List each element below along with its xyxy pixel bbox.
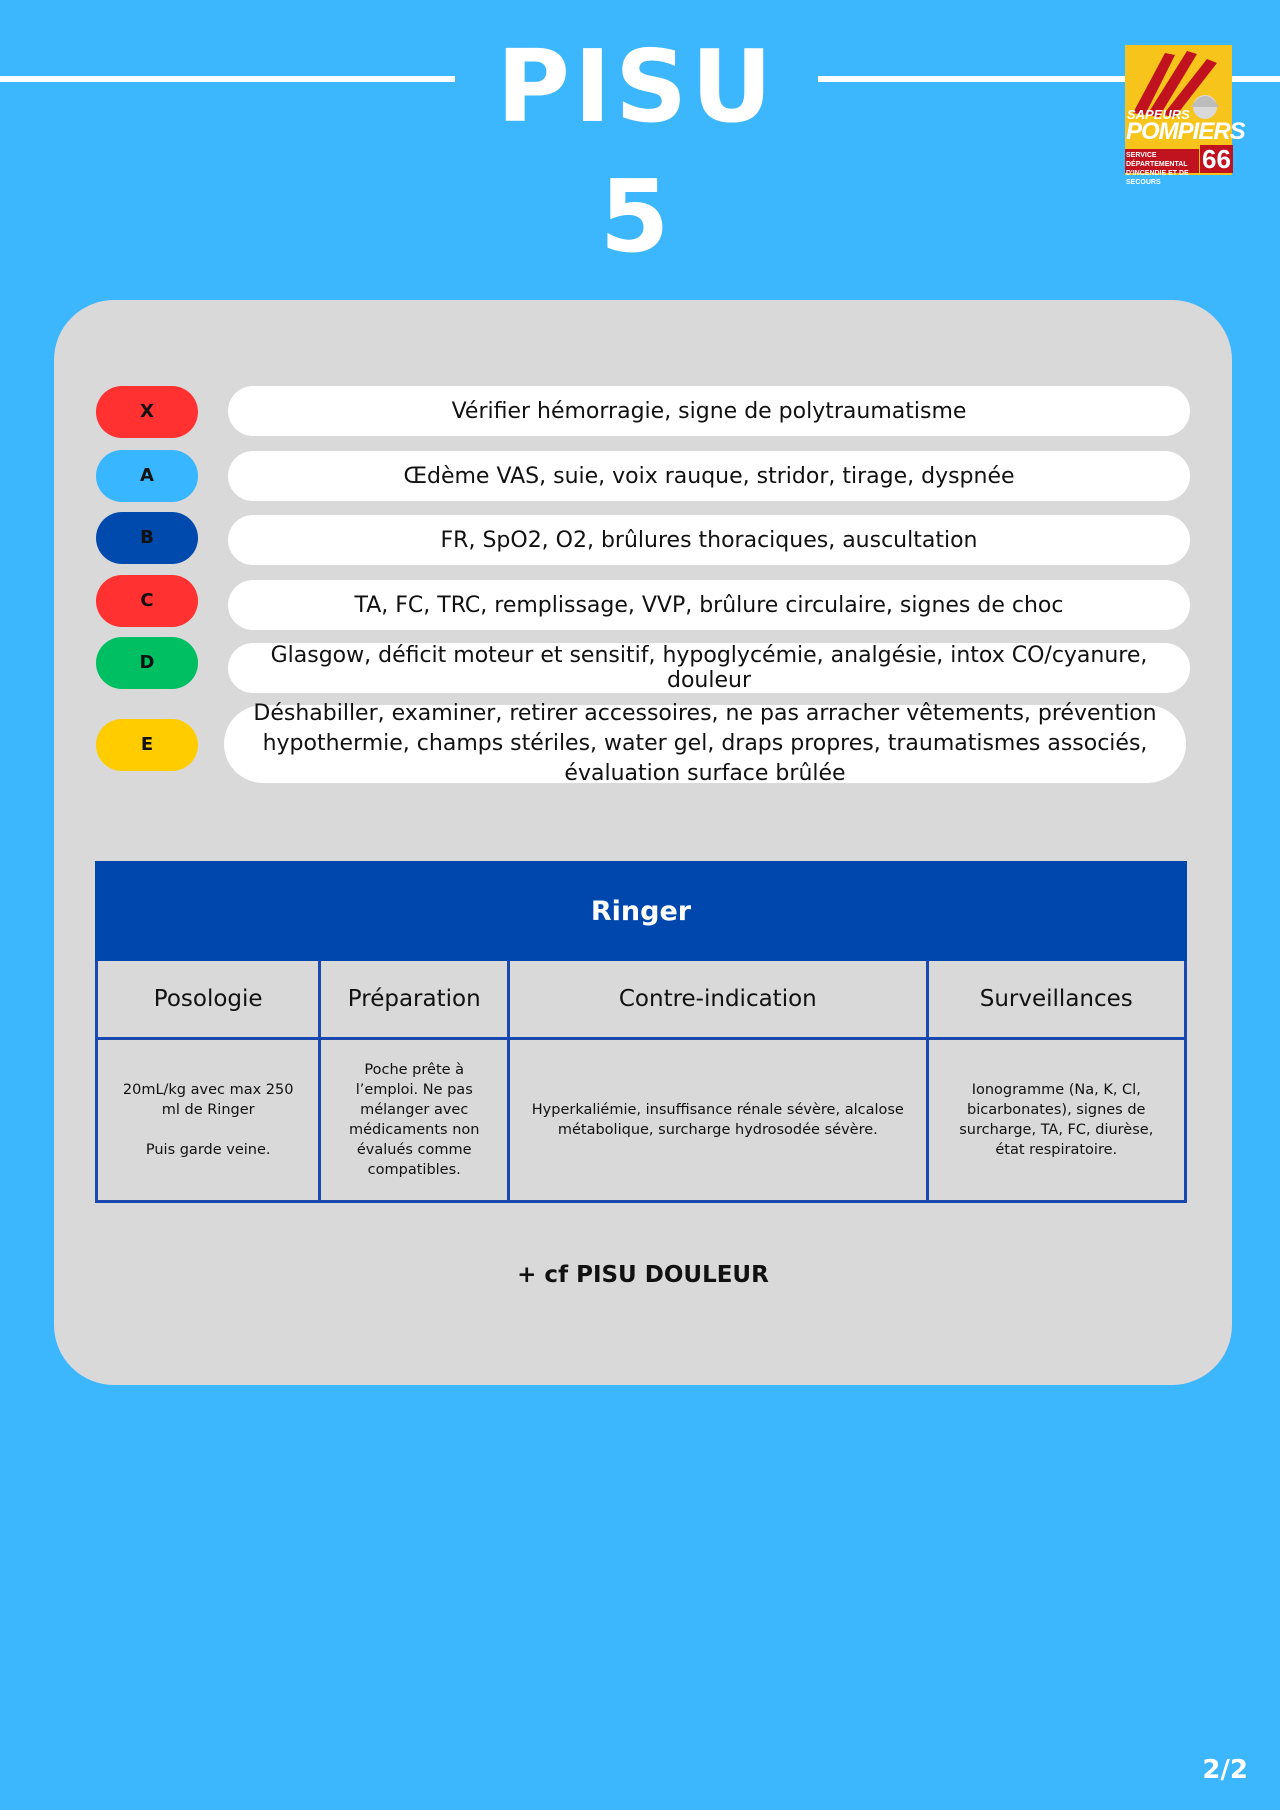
pill-letter: D (139, 652, 155, 673)
cell-surveillances: Ionogramme (Na, K, Cl, bicarbonates), signes de surcharge, TA, FC, diurèse, état respiratoire. (927, 1039, 1185, 1202)
pill-b (96, 512, 198, 564)
sapeurs-pompiers-logo (1125, 45, 1245, 186)
footer-note: + cf PISU DOULEUR (517, 1262, 769, 1288)
col-header-preparation: Préparation (320, 960, 509, 1039)
bar-c (228, 580, 1190, 630)
bar-d (228, 643, 1190, 693)
title-line-left (0, 76, 455, 82)
logo-number: 66 (1202, 144, 1231, 174)
pill-c (96, 575, 198, 627)
logo-line2: POMPIERS (1126, 118, 1245, 145)
pill-x (96, 386, 198, 438)
cell-contre-indication: Hyperkaliémie, insuffisance rénale sévère, alcalose métabolique, surcharge hydrosodée sévère. (509, 1039, 927, 1202)
cell-preparation: Poche prête à l’emploi. Ne pas mélanger avec médicaments non évalués comme compatibles. (320, 1039, 509, 1202)
posologie-line2: Puis garde veine. (145, 1142, 271, 1158)
bar-e (224, 701, 1186, 786)
bar-text: Déshabiller, examiner, retirer accessoires, ne pas arracher vêtements, prévention hypothermie, champs stériles, water gel, draps propres, traumatismes associés, évaluation surface brûlée (253, 701, 1157, 786)
bar-text: FR, SpO2, O2, brûlures thoraciques, auscultation (440, 527, 978, 553)
bar-a (228, 451, 1190, 501)
pill-letter: X (140, 401, 154, 422)
col-header-posologie: Posologie (97, 960, 320, 1039)
pill-e (96, 719, 198, 771)
col-header-contre-indication: Contre-indication (509, 960, 927, 1039)
logo-line1: SAPEURS (1127, 107, 1190, 122)
page-title: PISU 5 (496, 28, 777, 275)
bar-text: Glasgow, déficit moteur et sensitif, hypoglycémie, analgésie, intox CO/cyanure, douleur (270, 643, 1148, 693)
col-header-surveillances: Surveillances (927, 960, 1185, 1039)
bar-text: Vérifier hémorragie, signe de polytraumatisme (451, 398, 967, 424)
pill-letter: C (140, 590, 154, 611)
pill-letter: A (140, 465, 154, 486)
table-title: Ringer (97, 863, 1186, 960)
ringer-table (95, 861, 1187, 1203)
cell-posologie (97, 1039, 320, 1202)
page-number: 2/2 (1202, 1755, 1248, 1785)
pill-letter: B (140, 527, 154, 548)
pill-letter: E (140, 734, 154, 755)
bar-b (228, 515, 1190, 565)
pill-d (96, 637, 198, 689)
pill-a (96, 450, 198, 502)
bar-x (228, 386, 1190, 436)
logo-line3: SERVICE DÉPARTEMENTAL D'INCENDIE ET DE SECOURS (1126, 152, 1189, 186)
bar-text: TA, FC, TRC, remplissage, VVP, brûlure circulaire, signes de choc (354, 592, 1064, 618)
posologie-line1: 20mL/kg avec max 250 ml de Ringer (122, 1082, 294, 1118)
bar-text: Œdème VAS, suie, voix rauque, stridor, tirage, dyspnée (403, 463, 1015, 489)
